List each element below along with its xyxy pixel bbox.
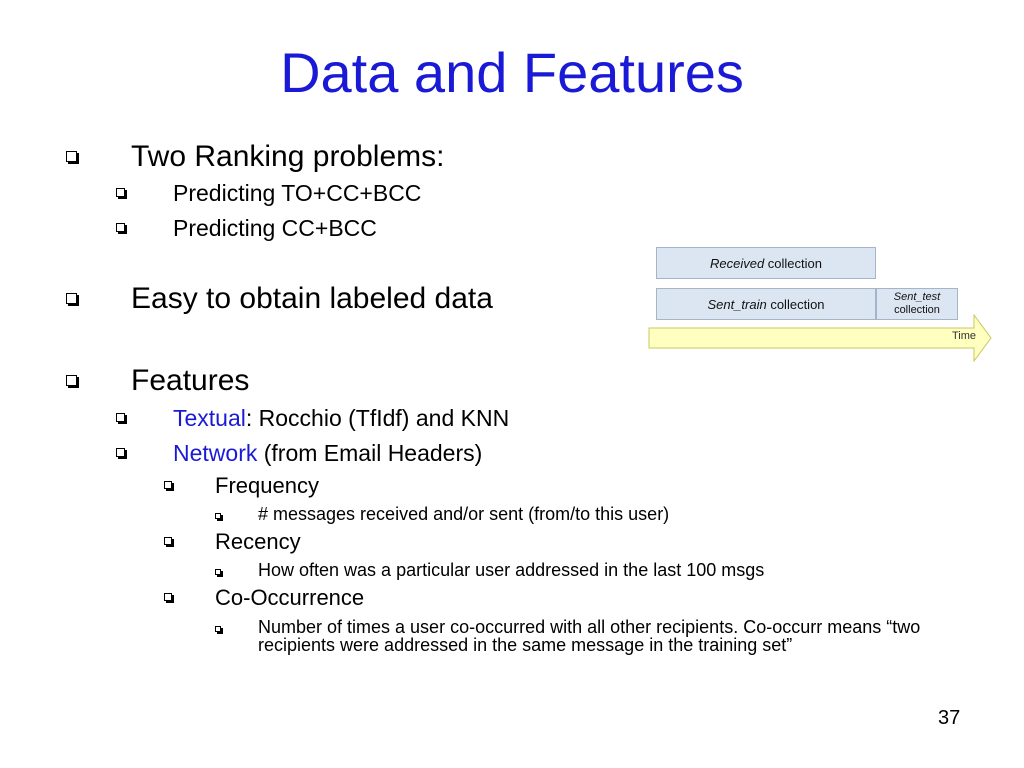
sent-train-italic: Sent_train xyxy=(707,296,767,312)
bullet-text: Predicting TO+CC+BCC xyxy=(173,180,422,206)
network-label: Network xyxy=(173,440,258,466)
bullet-text xyxy=(173,403,509,433)
page-number: 37 xyxy=(938,707,961,729)
sent-test-italic: Sent_test xyxy=(893,291,941,303)
square-bullet-icon xyxy=(116,448,125,457)
textual-rest: : Rocchio (TfIdf) and KNN xyxy=(245,405,510,431)
square-bullet-icon xyxy=(215,569,221,575)
bullet-text: Predicting CC+BCC xyxy=(173,215,377,241)
bullet-text: Co-Occurrence xyxy=(215,585,365,610)
square-bullet-icon xyxy=(164,593,172,601)
square-bullet-icon xyxy=(116,413,125,422)
time-arrow-icon xyxy=(648,314,992,362)
square-bullet-icon xyxy=(215,513,221,519)
received-rest: collection xyxy=(764,255,822,271)
slide-title: Data and Features xyxy=(280,41,744,104)
bullet-text xyxy=(173,438,482,468)
bullet-text: Two Ranking problems: xyxy=(131,140,445,173)
square-bullet-icon xyxy=(66,375,77,386)
square-bullet-icon xyxy=(116,188,125,197)
square-bullet-icon xyxy=(66,151,77,162)
bullet-text: Recency xyxy=(215,529,301,554)
bullet-text: Easy to obtain labeled data xyxy=(131,282,493,315)
bullet-text: How often was a particular user addressed in the last 100 msgs xyxy=(258,560,765,580)
textual-label: Textual xyxy=(173,405,246,431)
square-bullet-icon xyxy=(66,293,77,304)
square-bullet-icon xyxy=(116,223,125,232)
square-bullet-icon xyxy=(215,626,221,632)
bullet-text: Frequency xyxy=(215,473,319,498)
received-collection-box xyxy=(656,247,876,279)
sent-train-rest: collection xyxy=(766,296,825,312)
time-label: Time xyxy=(952,330,977,342)
bullet-text: Number of times a user co-occurred with all other recipients. Co-occurr means “two recipients were addressed in the same message in the training set” xyxy=(258,617,921,655)
sent-test-rest: collection xyxy=(894,304,940,316)
square-bullet-icon xyxy=(164,481,172,489)
received-italic: Received xyxy=(709,255,765,271)
bullet-text: Features xyxy=(131,364,250,397)
bullet-text: # messages received and/or sent (from/to this user) xyxy=(258,504,670,524)
network-rest: (from Email Headers) xyxy=(257,440,483,466)
square-bullet-icon xyxy=(164,537,172,545)
